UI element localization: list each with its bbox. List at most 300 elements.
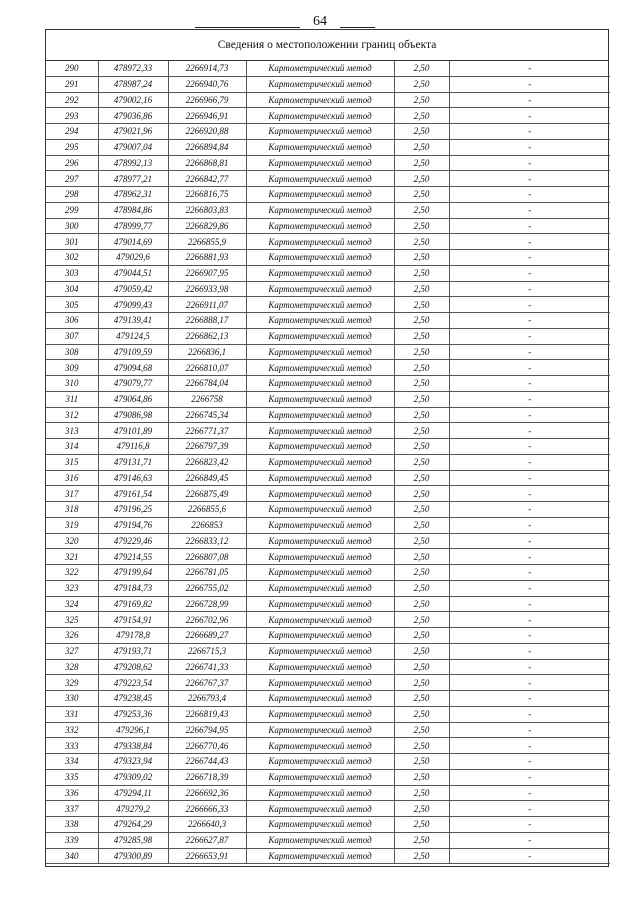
point-number-cell: 310 [46, 376, 98, 392]
description-cell: - [449, 171, 610, 187]
description-cell: - [449, 754, 610, 770]
point-number-cell: 335 [46, 769, 98, 785]
description-cell: - [449, 643, 610, 659]
method-cell: Картометрический метод [246, 486, 394, 502]
y-coordinate-cell: 2266803,83 [168, 202, 246, 218]
description-cell: - [449, 250, 610, 266]
precision-cell: 2,50 [394, 61, 449, 76]
point-number-cell: 339 [46, 832, 98, 848]
y-coordinate-cell: 2266881,93 [168, 250, 246, 266]
point-number-cell: 315 [46, 454, 98, 470]
point-number-cell: 326 [46, 628, 98, 644]
point-number-cell: 293 [46, 108, 98, 124]
method-cell: Картометрический метод [246, 423, 394, 439]
table-row [46, 628, 610, 644]
x-coordinate-cell: 479184,73 [98, 580, 168, 596]
table-row [46, 281, 610, 297]
x-coordinate-cell: 479154,91 [98, 612, 168, 628]
precision-cell: 2,50 [394, 234, 449, 250]
x-coordinate-cell: 479264,29 [98, 817, 168, 833]
table-row [46, 517, 610, 533]
method-cell: Картометрический метод [246, 155, 394, 171]
point-number-cell: 303 [46, 265, 98, 281]
table-row [46, 76, 610, 92]
y-coordinate-cell: 2266741,33 [168, 659, 246, 675]
y-coordinate-cell: 2266842,77 [168, 171, 246, 187]
table-row [46, 423, 610, 439]
precision-cell: 2,50 [394, 391, 449, 407]
coordinates-table-body [46, 61, 610, 864]
method-cell: Картометрический метод [246, 628, 394, 644]
point-number-cell: 308 [46, 344, 98, 360]
table-row [46, 738, 610, 754]
table-row [46, 832, 610, 848]
method-cell: Картометрический метод [246, 691, 394, 707]
precision-cell: 2,50 [394, 754, 449, 770]
description-cell: - [449, 470, 610, 486]
description-cell: - [449, 454, 610, 470]
x-coordinate-cell: 479279,2 [98, 801, 168, 817]
precision-cell: 2,50 [394, 832, 449, 848]
table-row [46, 202, 610, 218]
x-coordinate-cell: 479296,1 [98, 722, 168, 738]
y-coordinate-cell: 2266829,86 [168, 218, 246, 234]
precision-cell: 2,50 [394, 344, 449, 360]
table-row [46, 486, 610, 502]
method-cell: Картометрический метод [246, 139, 394, 155]
table-row [46, 565, 610, 581]
x-coordinate-cell: 479099,43 [98, 297, 168, 313]
table-row [46, 848, 610, 864]
point-number-cell: 331 [46, 706, 98, 722]
y-coordinate-cell: 2266715,3 [168, 643, 246, 659]
x-coordinate-cell: 479007,04 [98, 139, 168, 155]
x-coordinate-cell: 479059,42 [98, 281, 168, 297]
method-cell: Картометрический метод [246, 250, 394, 266]
precision-cell: 2,50 [394, 549, 449, 565]
description-cell: - [449, 580, 610, 596]
x-coordinate-cell: 479101,89 [98, 423, 168, 439]
x-coordinate-cell: 479002,16 [98, 92, 168, 108]
method-cell: Картометрический метод [246, 533, 394, 549]
description-cell: - [449, 407, 610, 423]
description-cell: - [449, 722, 610, 738]
x-coordinate-cell: 479131,71 [98, 454, 168, 470]
description-cell: - [449, 61, 610, 76]
description-cell: - [449, 565, 610, 581]
y-coordinate-cell: 2266819,43 [168, 706, 246, 722]
method-cell: Картометрический метод [246, 785, 394, 801]
x-coordinate-cell: 478962,31 [98, 187, 168, 203]
method-cell: Картометрический метод [246, 517, 394, 533]
precision-cell: 2,50 [394, 171, 449, 187]
point-number-cell: 321 [46, 549, 98, 565]
description-cell: - [449, 517, 610, 533]
x-coordinate-cell: 479253,36 [98, 706, 168, 722]
point-number-cell: 314 [46, 439, 98, 455]
precision-cell: 2,50 [394, 187, 449, 203]
table-row [46, 344, 610, 360]
precision-cell: 2,50 [394, 659, 449, 675]
point-number-cell: 317 [46, 486, 98, 502]
description-cell: - [449, 187, 610, 203]
point-number-cell: 302 [46, 250, 98, 266]
method-cell: Картометрический метод [246, 265, 394, 281]
y-coordinate-cell: 2266794,95 [168, 722, 246, 738]
table-row [46, 376, 610, 392]
x-coordinate-cell: 479014,69 [98, 234, 168, 250]
precision-cell: 2,50 [394, 817, 449, 833]
description-cell: - [449, 848, 610, 864]
table-row [46, 265, 610, 281]
point-number-cell: 324 [46, 596, 98, 612]
point-number-cell: 304 [46, 281, 98, 297]
description-cell: - [449, 76, 610, 92]
table-row [46, 439, 610, 455]
table-row [46, 801, 610, 817]
point-number-cell: 323 [46, 580, 98, 596]
point-number-cell: 329 [46, 675, 98, 691]
x-coordinate-cell: 479199,64 [98, 565, 168, 581]
precision-cell: 2,50 [394, 155, 449, 171]
coordinates-table [46, 61, 610, 864]
y-coordinate-cell: 2266862,13 [168, 328, 246, 344]
precision-cell: 2,50 [394, 250, 449, 266]
table-row [46, 187, 610, 203]
x-coordinate-cell: 479124,5 [98, 328, 168, 344]
description-cell: - [449, 313, 610, 329]
method-cell: Картометрический метод [246, 202, 394, 218]
y-coordinate-cell: 2266767,37 [168, 675, 246, 691]
method-cell: Картометрический метод [246, 754, 394, 770]
y-coordinate-cell: 2266745,34 [168, 407, 246, 423]
precision-cell: 2,50 [394, 407, 449, 423]
method-cell: Картометрический метод [246, 612, 394, 628]
x-coordinate-cell: 479309,02 [98, 769, 168, 785]
description-cell: - [449, 281, 610, 297]
precision-cell: 2,50 [394, 848, 449, 864]
x-coordinate-cell: 479196,25 [98, 502, 168, 518]
y-coordinate-cell: 2266888,17 [168, 313, 246, 329]
table-row [46, 643, 610, 659]
method-cell: Картометрический метод [246, 360, 394, 376]
point-number-cell: 340 [46, 848, 98, 864]
y-coordinate-cell: 2266875,49 [168, 486, 246, 502]
y-coordinate-cell: 2266755,02 [168, 580, 246, 596]
table-row [46, 470, 610, 486]
x-coordinate-cell: 479029,6 [98, 250, 168, 266]
precision-cell: 2,50 [394, 265, 449, 281]
y-coordinate-cell: 2266797,39 [168, 439, 246, 455]
description-cell: - [449, 612, 610, 628]
precision-cell: 2,50 [394, 454, 449, 470]
x-coordinate-cell: 478992,13 [98, 155, 168, 171]
precision-cell: 2,50 [394, 124, 449, 140]
table-row [46, 108, 610, 124]
description-cell: - [449, 628, 610, 644]
y-coordinate-cell: 2266894,84 [168, 139, 246, 155]
y-coordinate-cell: 2266718,39 [168, 769, 246, 785]
table-row [46, 155, 610, 171]
table-row [46, 580, 610, 596]
y-coordinate-cell: 2266653,91 [168, 848, 246, 864]
x-coordinate-cell: 479079,77 [98, 376, 168, 392]
table-row [46, 754, 610, 770]
point-number-cell: 294 [46, 124, 98, 140]
method-cell: Картометрический метод [246, 769, 394, 785]
point-number-cell: 305 [46, 297, 98, 313]
method-cell: Картометрический метод [246, 565, 394, 581]
precision-cell: 2,50 [394, 470, 449, 486]
y-coordinate-cell: 2266771,37 [168, 423, 246, 439]
description-cell: - [449, 738, 610, 754]
method-cell: Картометрический метод [246, 61, 394, 76]
point-number-cell: 309 [46, 360, 98, 376]
precision-cell: 2,50 [394, 486, 449, 502]
x-coordinate-cell: 479223,54 [98, 675, 168, 691]
point-number-cell: 316 [46, 470, 98, 486]
y-coordinate-cell: 2266940,76 [168, 76, 246, 92]
precision-cell: 2,50 [394, 769, 449, 785]
description-cell: - [449, 439, 610, 455]
precision-cell: 2,50 [394, 360, 449, 376]
point-number-cell: 330 [46, 691, 98, 707]
method-cell: Картометрический метод [246, 706, 394, 722]
precision-cell: 2,50 [394, 580, 449, 596]
y-coordinate-cell: 2266868,81 [168, 155, 246, 171]
x-coordinate-cell: 478984,86 [98, 202, 168, 218]
description-cell: - [449, 533, 610, 549]
precision-cell: 2,50 [394, 502, 449, 518]
method-cell: Картометрический метод [246, 124, 394, 140]
y-coordinate-cell: 2266689,27 [168, 628, 246, 644]
y-coordinate-cell: 2266810,07 [168, 360, 246, 376]
precision-cell: 2,50 [394, 612, 449, 628]
y-coordinate-cell: 2266640,3 [168, 817, 246, 833]
description-cell: - [449, 234, 610, 250]
point-number-cell: 318 [46, 502, 98, 518]
description-cell: - [449, 360, 610, 376]
x-coordinate-cell: 479169,82 [98, 596, 168, 612]
point-number-cell: 291 [46, 76, 98, 92]
x-coordinate-cell: 479109,59 [98, 344, 168, 360]
y-coordinate-cell: 2266853 [168, 517, 246, 533]
y-coordinate-cell: 2266933,98 [168, 281, 246, 297]
x-coordinate-cell: 478972,33 [98, 61, 168, 76]
description-cell: - [449, 706, 610, 722]
description-cell: - [449, 139, 610, 155]
method-cell: Картометрический метод [246, 643, 394, 659]
precision-cell: 2,50 [394, 596, 449, 612]
x-coordinate-cell: 479146,63 [98, 470, 168, 486]
description-cell: - [449, 832, 610, 848]
y-coordinate-cell: 2266823,42 [168, 454, 246, 470]
method-cell: Картометрический метод [246, 801, 394, 817]
table-row [46, 250, 610, 266]
point-number-cell: 320 [46, 533, 98, 549]
precision-cell: 2,50 [394, 517, 449, 533]
description-cell: - [449, 155, 610, 171]
precision-cell: 2,50 [394, 801, 449, 817]
table-row [46, 454, 610, 470]
y-coordinate-cell: 2266849,45 [168, 470, 246, 486]
point-number-cell: 290 [46, 61, 98, 76]
table-row [46, 407, 610, 423]
table-row [46, 817, 610, 833]
point-number-cell: 333 [46, 738, 98, 754]
method-cell: Картометрический метод [246, 108, 394, 124]
description-cell: - [449, 92, 610, 108]
x-coordinate-cell: 478999,77 [98, 218, 168, 234]
method-cell: Картометрический метод [246, 407, 394, 423]
table-row [46, 391, 610, 407]
x-coordinate-cell: 479194,76 [98, 517, 168, 533]
description-cell: - [449, 328, 610, 344]
description-cell: - [449, 202, 610, 218]
point-number-cell: 312 [46, 407, 98, 423]
x-coordinate-cell: 479238,45 [98, 691, 168, 707]
point-number-cell: 297 [46, 171, 98, 187]
point-number-cell: 325 [46, 612, 98, 628]
y-coordinate-cell: 2266744,43 [168, 754, 246, 770]
precision-cell: 2,50 [394, 108, 449, 124]
table-row [46, 171, 610, 187]
x-coordinate-cell: 479044,51 [98, 265, 168, 281]
precision-cell: 2,50 [394, 643, 449, 659]
y-coordinate-cell: 2266907,95 [168, 265, 246, 281]
precision-cell: 2,50 [394, 628, 449, 644]
method-cell: Картометрический метод [246, 580, 394, 596]
table-row [46, 722, 610, 738]
precision-cell: 2,50 [394, 76, 449, 92]
x-coordinate-cell: 479161,54 [98, 486, 168, 502]
y-coordinate-cell: 2266702,96 [168, 612, 246, 628]
y-coordinate-cell: 2266836,1 [168, 344, 246, 360]
y-coordinate-cell: 2266793,4 [168, 691, 246, 707]
precision-cell: 2,50 [394, 139, 449, 155]
point-number-cell: 296 [46, 155, 98, 171]
table-row [46, 61, 610, 76]
description-cell: - [449, 376, 610, 392]
method-cell: Картометрический метод [246, 171, 394, 187]
table-row [46, 360, 610, 376]
description-cell: - [449, 596, 610, 612]
method-cell: Картометрический метод [246, 234, 394, 250]
point-number-cell: 300 [46, 218, 98, 234]
x-coordinate-cell: 479139,41 [98, 313, 168, 329]
description-cell: - [449, 486, 610, 502]
point-number-cell: 328 [46, 659, 98, 675]
table-row [46, 706, 610, 722]
table-row [46, 124, 610, 140]
y-coordinate-cell: 2266855,6 [168, 502, 246, 518]
method-cell: Картометрический метод [246, 344, 394, 360]
description-cell: - [449, 108, 610, 124]
method-cell: Картометрический метод [246, 596, 394, 612]
description-cell: - [449, 218, 610, 234]
precision-cell: 2,50 [394, 218, 449, 234]
y-coordinate-cell: 2266627,87 [168, 832, 246, 848]
x-coordinate-cell: 478977,21 [98, 171, 168, 187]
y-coordinate-cell: 2266784,04 [168, 376, 246, 392]
x-coordinate-cell: 479064,86 [98, 391, 168, 407]
x-coordinate-cell: 479178,8 [98, 628, 168, 644]
precision-cell: 2,50 [394, 328, 449, 344]
description-cell: - [449, 502, 610, 518]
x-coordinate-cell: 479285,98 [98, 832, 168, 848]
point-number-cell: 295 [46, 139, 98, 155]
y-coordinate-cell: 2266920,88 [168, 124, 246, 140]
description-cell: - [449, 297, 610, 313]
x-coordinate-cell: 479193,71 [98, 643, 168, 659]
y-coordinate-cell: 2266666,33 [168, 801, 246, 817]
method-cell: Картометрический метод [246, 281, 394, 297]
table-row [46, 502, 610, 518]
table-row [46, 675, 610, 691]
table-row [46, 297, 610, 313]
point-number-cell: 336 [46, 785, 98, 801]
y-coordinate-cell: 2266914,73 [168, 61, 246, 76]
x-coordinate-cell: 479300,89 [98, 848, 168, 864]
description-cell: - [449, 659, 610, 675]
table-row [46, 596, 610, 612]
y-coordinate-cell: 2266770,46 [168, 738, 246, 754]
method-cell: Картометрический метод [246, 76, 394, 92]
description-cell: - [449, 124, 610, 140]
precision-cell: 2,50 [394, 439, 449, 455]
description-cell: - [449, 549, 610, 565]
precision-cell: 2,50 [394, 202, 449, 218]
table-row [46, 313, 610, 329]
precision-cell: 2,50 [394, 785, 449, 801]
x-coordinate-cell: 479229,46 [98, 533, 168, 549]
table-title: Сведения о местоположении границ объекта [46, 30, 608, 61]
precision-cell: 2,50 [394, 565, 449, 581]
method-cell: Картометрический метод [246, 738, 394, 754]
y-coordinate-cell: 2266807,08 [168, 549, 246, 565]
coordinates-table-frame [45, 29, 609, 867]
precision-cell: 2,50 [394, 297, 449, 313]
table-row [46, 139, 610, 155]
description-cell: - [449, 344, 610, 360]
y-coordinate-cell: 2266946,91 [168, 108, 246, 124]
point-number-cell: 319 [46, 517, 98, 533]
y-coordinate-cell: 2266728,99 [168, 596, 246, 612]
table-row [46, 234, 610, 250]
table-row [46, 769, 610, 785]
description-cell: - [449, 785, 610, 801]
x-coordinate-cell: 479214,55 [98, 549, 168, 565]
y-coordinate-cell: 2266816,75 [168, 187, 246, 203]
precision-cell: 2,50 [394, 691, 449, 707]
table-row [46, 533, 610, 549]
method-cell: Картометрический метод [246, 549, 394, 565]
point-number-cell: 301 [46, 234, 98, 250]
x-coordinate-cell: 479086,98 [98, 407, 168, 423]
method-cell: Картометрический метод [246, 187, 394, 203]
x-coordinate-cell: 479094,68 [98, 360, 168, 376]
table-row [46, 785, 610, 801]
precision-cell: 2,50 [394, 281, 449, 297]
precision-cell: 2,50 [394, 376, 449, 392]
method-cell: Картометрический метод [246, 391, 394, 407]
point-number-cell: 307 [46, 328, 98, 344]
description-cell: - [449, 817, 610, 833]
method-cell: Картометрический метод [246, 376, 394, 392]
point-number-cell: 292 [46, 92, 98, 108]
point-number-cell: 298 [46, 187, 98, 203]
x-coordinate-cell: 479116,8 [98, 439, 168, 455]
